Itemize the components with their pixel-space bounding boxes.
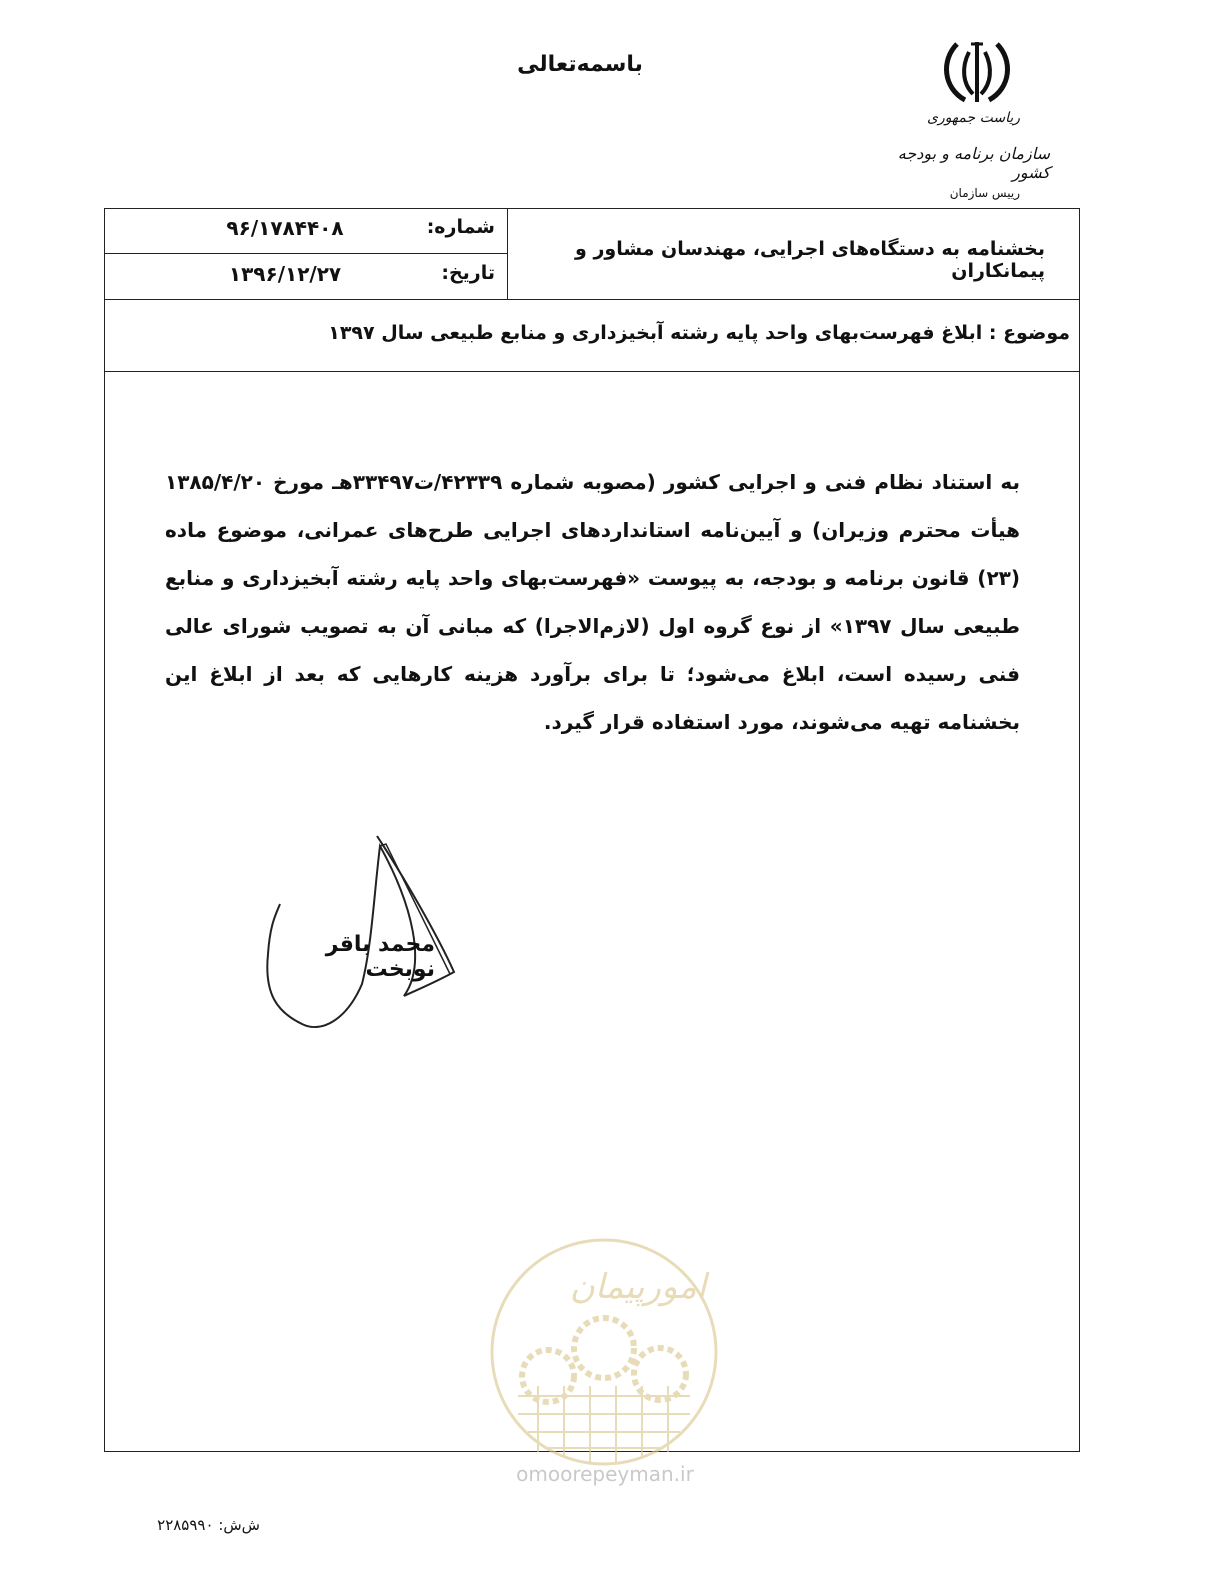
- subject-line: موضوع : ابلاغ فهرست‌بهای واحد پایه رشته آبخیزداری و منابع طبیعی سال ۱۳۹۷: [328, 322, 1070, 344]
- number-label: شماره:: [426, 216, 495, 238]
- signer-name: محمد باقر نوبخت: [325, 932, 435, 982]
- org-name: سازمان برنامه و بودجه کشور: [897, 144, 1050, 182]
- number-value: ۹۶/۱۷۸۴۴۰۸: [226, 216, 344, 240]
- header-divider: [104, 299, 1080, 300]
- org-presidency: ریاست جمهوری: [926, 110, 1020, 126]
- date-value: ۱۳۹۶/۱۲/۲۷: [228, 262, 342, 286]
- header-divider-vertical: [507, 208, 508, 300]
- meta-divider: [104, 253, 508, 254]
- subject-divider: [104, 371, 1080, 372]
- emblem-icon: [935, 38, 1019, 110]
- watermark-logo-text: امورپیمان: [569, 1267, 707, 1307]
- org-head-title: رییس سازمان: [949, 186, 1020, 200]
- footer-reference: ش‌ش: ۲۲۸۵۹۹۰: [157, 1516, 260, 1534]
- body-paragraph: به استناد نظام فنی و اجرایی کشور (مصوبه شماره ۴۲۳۳۹/ت۳۳۴۹۷هـ مورخ ۱۳۸۵/۴/۲۰ هیأت محترم وزیران) و آیین‌نامه استانداردهای اجرایی طرح‌های عمرانی، موضوع ماده (۲۳) قانون برنامه و بودجه، به پیوست «فهرست‌بهای واحد پایه رشته آبخیزداری و منابع طبیعی سال ۱۳۹۷» از نوع گروه اول (لازم‌الاجرا) که مبانی آن به تصویب شورای عالی فنی رسیده است، ابلاغ می‌شود؛ تا برای برآورد هزینه کارهایی که بعد از ابلاغ این بخشنامه تهیه می‌شوند، مورد استفاده قرار گیرد.: [165, 470, 1020, 734]
- addressee: بخشنامه به دستگاه‌های اجرایی، مهندسان مشاور و پیمانکاران: [575, 238, 1045, 282]
- invocation-heading: باسمه‌تعالی: [517, 52, 643, 77]
- date-label: تاریخ:: [441, 262, 495, 284]
- watermark-url: omoorepeyman.ir: [516, 1462, 694, 1486]
- watermark-logo: [488, 1236, 720, 1468]
